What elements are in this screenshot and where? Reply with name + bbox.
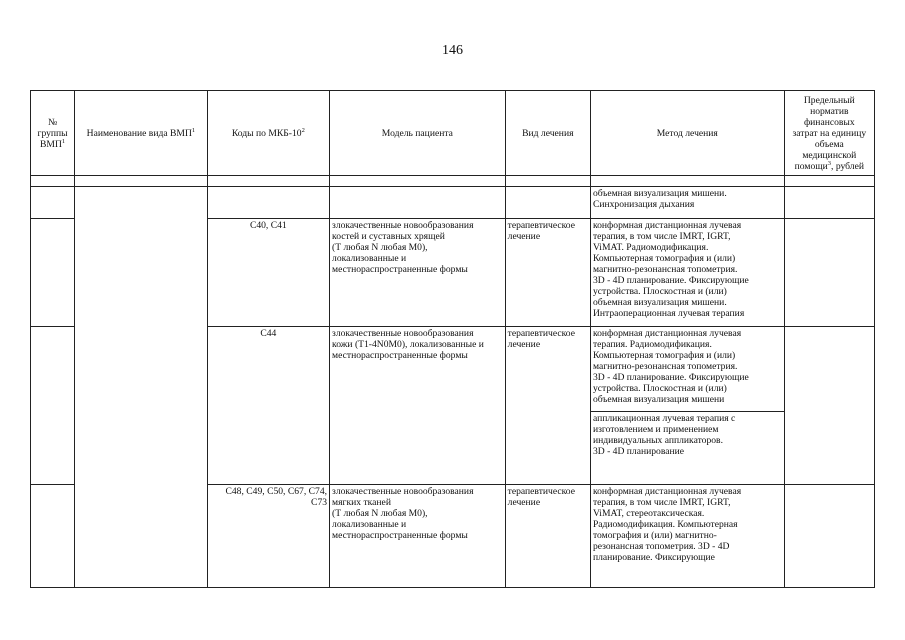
group-no-cell	[31, 219, 75, 327]
treatment-kind-cell: терапевтическое лечение	[505, 219, 590, 327]
patient-model-cell: злокачественные новообразования кожи (T1-4N0M0), локализованные и местнораспространенные формы	[330, 327, 506, 485]
icd-codes-cell: C44	[207, 327, 329, 485]
vmp-name-cell	[75, 187, 207, 588]
header-row	[31, 91, 875, 176]
group-no-cell	[31, 187, 75, 219]
icd-codes-cell: C48, C49, C50, C67, C74, C73	[207, 485, 329, 588]
header-vmp-name: Наименование вида ВМП$^1$	[75, 91, 207, 176]
patient-model-cell: злокачественные новообразования костей и суставных хрящей (Т любая N любая M0), локализованные и местнораспространенные формы	[330, 219, 506, 327]
finance-norm-cell	[784, 485, 874, 588]
finance-norm-cell	[784, 327, 874, 485]
finance-norm-cell	[784, 187, 874, 219]
finance-norm-cell	[784, 219, 874, 327]
spacer-row	[31, 176, 875, 187]
treatment-method-cell: конформная дистанционная лучевая терапия. Радиомодификация. Компьютерная томография и (или) магнитно-резонансная топометрия. 3D - 4D планирование. Фиксирующие устройства. Плоскостная и (или) объемная визуализация мишени	[590, 327, 784, 412]
vmp-table	[30, 90, 875, 588]
header-finance-norm: Предельный норматив финансовых затрат на единицу объема медицинской помощи$^3$, рублей	[784, 91, 874, 176]
page-number: 146	[442, 43, 463, 58]
header-icd-codes: Коды по МКБ-$10^2$	[207, 91, 329, 176]
group-no-cell	[31, 327, 75, 485]
patient-model-cell	[330, 187, 506, 219]
header-treatment-kind: Вид лечения	[505, 91, 590, 176]
treatment-kind-cell: терапевтическое лечение	[505, 327, 590, 485]
treatment-kind-cell: терапевтическое лечение	[505, 485, 590, 588]
treatment-method-cell: конформная дистанционная лучевая терапия, в том числе IMRT, IGRT, ViMAT, стереотаксическая. Радиомодификация. Компьютерная томография и (или) магнитно- резонансная топометрия. 3D - 4D планирование. Фиксирующие	[590, 485, 784, 588]
icd-codes-cell: C40, C41	[207, 219, 329, 327]
treatment-method-cell: объемная визуализация мишени. Синхронизация дыхания	[590, 187, 784, 219]
icd-codes-cell	[207, 187, 329, 219]
treatment-kind-cell	[505, 187, 590, 219]
group-no-cell	[31, 485, 75, 588]
table-row	[31, 187, 875, 219]
header-group-no: № группы ВМП$^1$	[31, 91, 75, 176]
treatment-method-cell: конформная дистанционная лучевая терапия, в том числе IMRT, IGRT, ViMAT. Радиомодификация. Компьютерная томография и (или) магнитно-резонансная топометрия. 3D - 4D планирование. Фиксирующие устройства. Плоскостная и (или) объемная визуализация мишени. Интраоперационная лучевая терапия	[590, 219, 784, 327]
treatment-method-cell: аппликационная лучевая терапия с изготовлением и применением индивидуальных аппликаторов. 3D - 4D планирование	[590, 412, 784, 485]
header-patient-model: Модель пациента	[330, 91, 506, 176]
header-treatment-method: Метод лечения	[590, 91, 784, 176]
patient-model-cell: злокачественные новообразования мягких тканей (Т любая N любая M0), локализованные и местнораспространенные формы	[330, 485, 506, 588]
